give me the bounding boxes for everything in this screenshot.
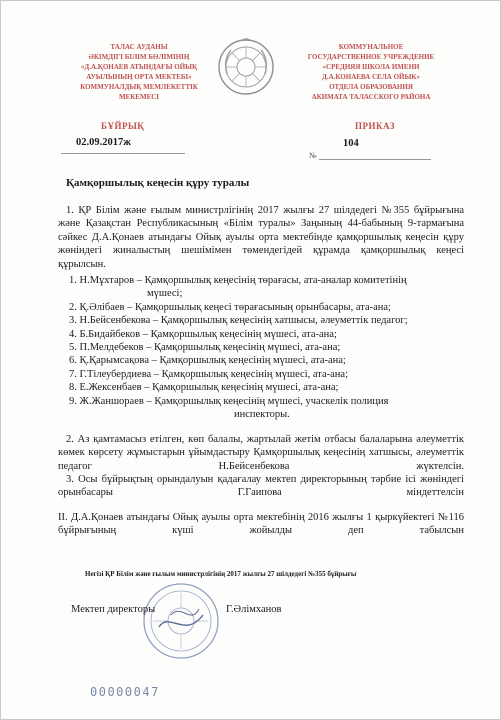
header-left-line: МЕКЕМЕСІ bbox=[118, 93, 160, 101]
paragraph-3: 3. Осы бұйрықтың орындалуын қадағалау мектеп директорының тәрбие ісі жөніндегі орынбасары Г.Гаипова міндеттелсін bbox=[58, 474, 464, 499]
list-item: 3. Н.Бейсенбекова – Қамқоршылық кеңесінің хатшысы, әлеуметтік педагог; bbox=[69, 315, 408, 327]
paragraph-1: 1. ҚР Білім және ғылым министрлігінің 2017 жылғы 27 шілдедегі №355 бұйрығына және Қазақстан Республикасының «Білім туралы» Заңының 44-бабының 9-тармағына сәйкес Д.А.Қонаев атындағы Ойық ауылы орта мектебінде қамқоршылық кеңесін құру жөніндегі жиналыстың шешімімен төмендегідей құрамда қамқоршылық кеңесі құрылсын. bbox=[58, 205, 464, 270]
number-underline bbox=[319, 159, 431, 160]
list-item: 8. Е.Жексенбаев – Қамқоршылық кеңесінің мүшесі, ата-ана; bbox=[69, 382, 339, 394]
header-right-line: ГОСУДАРСТВЕННОЕ УЧРЕЖДЕНИЕ bbox=[307, 53, 435, 61]
header-left-line: ӘКІМДІГІ БІЛІМ БӨЛІМІНІҢ bbox=[88, 53, 190, 61]
paragraph-4: ІІ. Д.А.Қонаев атындағы Ойық ауылы орта мектебінің 2016 жылғы 1 қыркүйектегі №116 бұйрығының күші жойылды деп табылсын bbox=[58, 512, 464, 537]
header-right-line: АКИМАТА ТАЛАССКОГО РАЙОНА bbox=[311, 93, 431, 101]
list-item: 9. Ж.Жаншораев – Қамқоршылық кеңесінің мүшесі, учаскелік полиция bbox=[69, 395, 389, 407]
list-item: 6. Қ.Қарымсақова – Қамқоршылық кеңесінің мүшесі, ата-ана; bbox=[69, 355, 346, 367]
state-emblem-icon bbox=[217, 38, 275, 96]
number-sign: № bbox=[309, 151, 317, 160]
list-item-continuation: инспекторы. bbox=[234, 409, 290, 421]
document-title: Қамқоршылық кеңесін құру туралы bbox=[66, 177, 250, 189]
header-right-line: Д.А.КОНАЕВА СЕЛА ОЙЫК» bbox=[322, 73, 420, 81]
list-item: 5. П.Мелдебеков – Қамқоршылық кеңесінің мүшесі, ата-ана; bbox=[69, 342, 341, 354]
paragraph-2: 2. Аз қамтамасыз етілген, көп балалы, жартылай жетім отбасы балаларына әлеуметтік көмек көрсету жұмыстарын ұйымдастыру Қамқоршылық кеңесінің хатшысы, әлеуметтік педагог Н.Бейсенбекова жүктелсін. bbox=[58, 434, 464, 472]
header-left-line: АУЫЛЫНЫҢ ОРТА МЕКТЕБІ» bbox=[86, 73, 192, 81]
list-item: 7. Г.Тілеубердиева – Қамқоршылық кеңесінің мүшесі, ата-ана; bbox=[69, 368, 348, 380]
header-left bbox=[59, 42, 219, 102]
serial-number: 00000047 bbox=[90, 685, 160, 699]
order-label-ru: ПРИКАЗ bbox=[355, 121, 396, 131]
order-label-kz: БҰЙРЫҚ bbox=[101, 121, 145, 131]
header-left-line: «Д.А.ҚОНАЕВ АТЫНДАҒЫ ОЙЫҚ bbox=[80, 63, 198, 71]
list-item: 4. Б.Бидайбеков – Қамқоршылық кеңесінің мүшесі, ата-ана; bbox=[69, 328, 337, 340]
list-item: 2. Қ.Әлібаев – Қамқоршылық кеңесі төрағасының орынбасары, ата-ана; bbox=[69, 301, 391, 313]
header-right-line: КОММУНАЛЬНОЕ bbox=[338, 43, 404, 51]
members-list bbox=[69, 274, 464, 421]
list-item: 1. Н.Мұхтаров – Қамқоршылық кеңесінің төрағасы, ата-аналар комитетінің bbox=[69, 275, 407, 286]
header-right-line: ОТДЕЛА ОБРАЗОВАНИЯ bbox=[329, 83, 413, 91]
order-number: 104 bbox=[343, 138, 359, 149]
list-item-continuation: мүшесі; bbox=[147, 288, 183, 300]
basis-note: Негізі ҚР Білім және ғылым министрлігінің 2017 жылғы 27 шілдедегі №355 бұйрығы bbox=[85, 570, 357, 578]
header-right bbox=[291, 42, 451, 102]
school-stamp-icon bbox=[141, 581, 221, 661]
header-left-line: ТАЛАС АУДАНЫ bbox=[110, 43, 168, 51]
header-left-line: КОММУНАЛДЫҚ МЕМЛЕКЕТТІК bbox=[80, 83, 198, 91]
date-underline bbox=[61, 153, 185, 154]
signature-position: Мектеп директоры bbox=[71, 604, 156, 615]
header-right-line: «СРЕДНЯЯ ШКОЛА ИМЕНИ bbox=[322, 63, 420, 71]
order-date: 02.09.2017ж bbox=[76, 137, 131, 148]
signature-name: Г.Әлімханов bbox=[226, 604, 282, 615]
